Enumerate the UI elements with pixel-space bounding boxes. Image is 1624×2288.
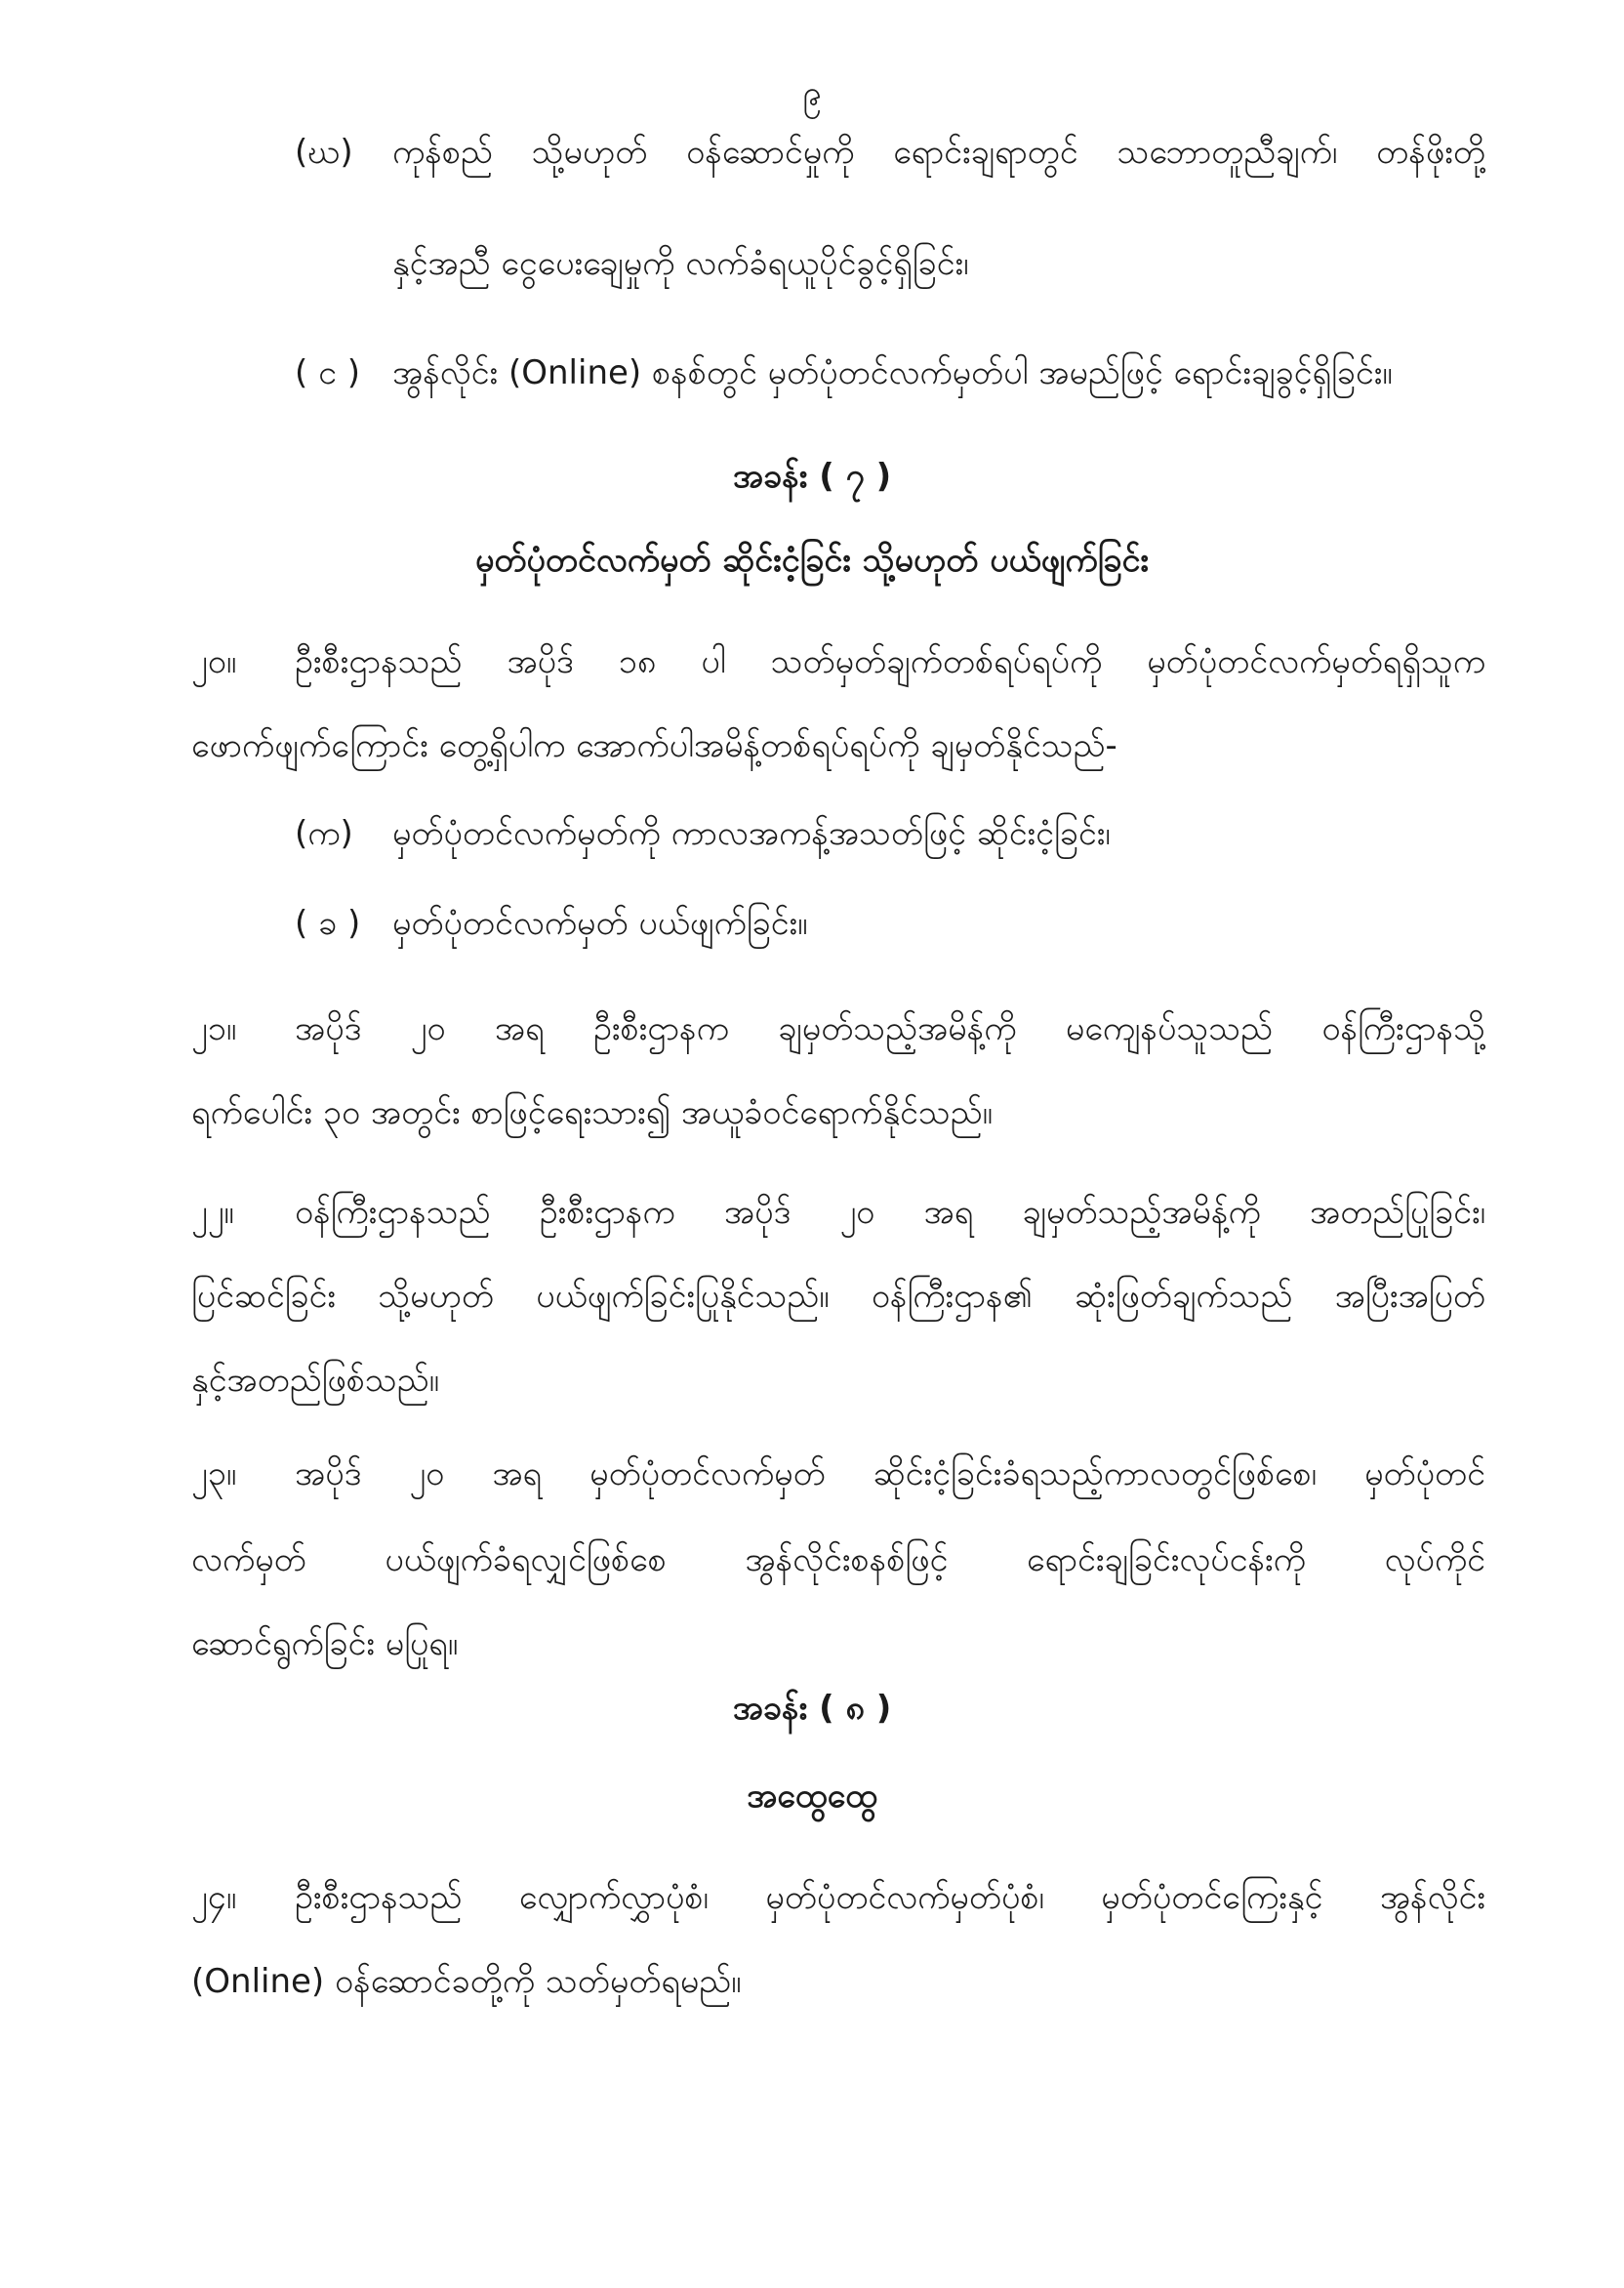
list-item-text-line: အွန်လိုင်း (Online) စနစ်တွင် မှတ်ပုံတင်လက်မှတ်ပါ အမည်ဖြင့် ရောင်းချခွင့်ရှိခြင်း။ [392,353,1393,392]
paragraph-line: ရက်ပေါင်း ၃၀ အတွင်း စာဖြင့်ရေးသား၍ အယူခံဝင်ရောက်နိုင်သည်။ [191,1093,993,1132]
paragraph-line: လက်မှတ် ပယ်ဖျက်ခံရလျှင်ဖြစ်စေ အွန်လိုင်းစနစ်ဖြင့် ရောင်းချခြင်းလုပ်ငန်းကို လုပ်ကိုင် [191,1540,1485,1579]
list-item-gha [295,129,388,176]
paragraph-line: နှင့်အတည်ဖြစ်သည်။ [191,1361,439,1400]
chapter-heading: အခန်း ( ၇ ) [732,457,892,496]
paragraph-line: အပိုဒ် ၂၀ အရ မှတ်ပုံတင်လက်မှတ် ဆိုင်းငံ့ခြင်းခံရသည့်ကာလတွင်ဖြစ်စေ၊ မှတ်ပုံတင် [295,1454,1485,1493]
list-item-text: မှတ်ပုံတင်လက်မှတ်ကို ကာလအကန့်အသတ်ဖြင့် ဆိုင်းငံ့ခြင်း၊ [392,814,1111,853]
list-marker: (ဃ) [295,133,353,172]
list-marker: ( င ) [295,353,361,392]
paragraph-line: ဦးစီးဌာနသည် လျှောက်လွှာပုံစံ၊ မှတ်ပုံတင်လက်မှတ်ပုံစံ၊ မှတ်ပုံတင်ကြေးနှင့် အွန်လိုင်း [295,1878,1485,1917]
chapter-title: မှတ်ပုံတင်လက်မှတ် ဆိုင်းငံ့ခြင်း သို့မဟုတ် ပယ်ဖျက်ခြင်း [474,541,1150,580]
list-marker: (က) [295,814,353,853]
paragraph-line: ဆောင်ရွက်ခြင်း မပြုရ။ [191,1624,459,1663]
paragraph-line: ဝန်ကြီးဌာနသည် ဦးစီးဌာနက အပိုဒ် ၂၀ အရ ချမှတ်သည့်အမိန့်ကို အတည်ပြုခြင်း၊ [295,1193,1485,1232]
section-number: ၂၁။ [191,1009,237,1048]
section-number: ၂၀။ [191,642,237,681]
list-item-text: မှတ်ပုံတင်လက်မှတ် ပယ်ဖျက်ခြင်း။ [392,904,808,943]
list-item-text-line: နှင့်အညီ ငွေပေးချေမှုကို လက်ခံရယူပိုင်ခွင့်ရှိခြင်း၊ [392,244,969,283]
chapter-heading: အခန်း ( ၈ ) [732,1689,892,1728]
section-number: ၂၂။ [191,1193,234,1232]
list-item-text-line: ကုန်စည် သို့မဟုတ် ဝန်ဆောင်မှုကို ရောင်းချရာတွင် သဘောတူညီချက်၊ တန်ဖိုးတို့ [392,133,1485,172]
paragraph-line: ဖောက်ဖျက်ကြောင်း တွေ့ရှိပါက အောက်ပါအမိန့်တစ်ရပ်ရပ်ကို ချမှတ်နိုင်သည်- [191,726,1117,765]
paragraph-line: ဦးစီးဌာနသည် အပိုဒ် ၁၈ ပါ သတ်မှတ်ချက်တစ်ရပ်ရပ်ကို မှတ်ပုံတင်လက်မှတ်ရရှိသူက [295,642,1485,681]
section-number: ၂၃။ [191,1454,237,1493]
paragraph-line: အပိုဒ် ၂၀ အရ ဦးစီးဌာနက ချမှတ်သည့်အမိန့်ကို မကျေနပ်သူသည် ဝန်ကြီးဌာနသို့ [295,1009,1485,1048]
paragraph-line: ပြင်ဆင်ခြင်း သို့မဟုတ် ပယ်ဖျက်ခြင်းပြုနိုင်သည်။ ဝန်ကြီးဌာန၏ ဆုံးဖြတ်ချက်သည် အပြီးအပြတ် [191,1277,1485,1316]
chapter-title: အထွေထွေ [747,1777,877,1816]
list-marker: ( ခ ) [295,904,361,943]
page-number: ၉ [802,74,822,113]
paragraph-line: (Online) ဝန်ဆောင်ခတို့ကို သတ်မှတ်ရမည်။ [191,1962,742,2001]
list-item-nga [295,349,388,396]
section-number: ၂၄။ [191,1878,237,1917]
